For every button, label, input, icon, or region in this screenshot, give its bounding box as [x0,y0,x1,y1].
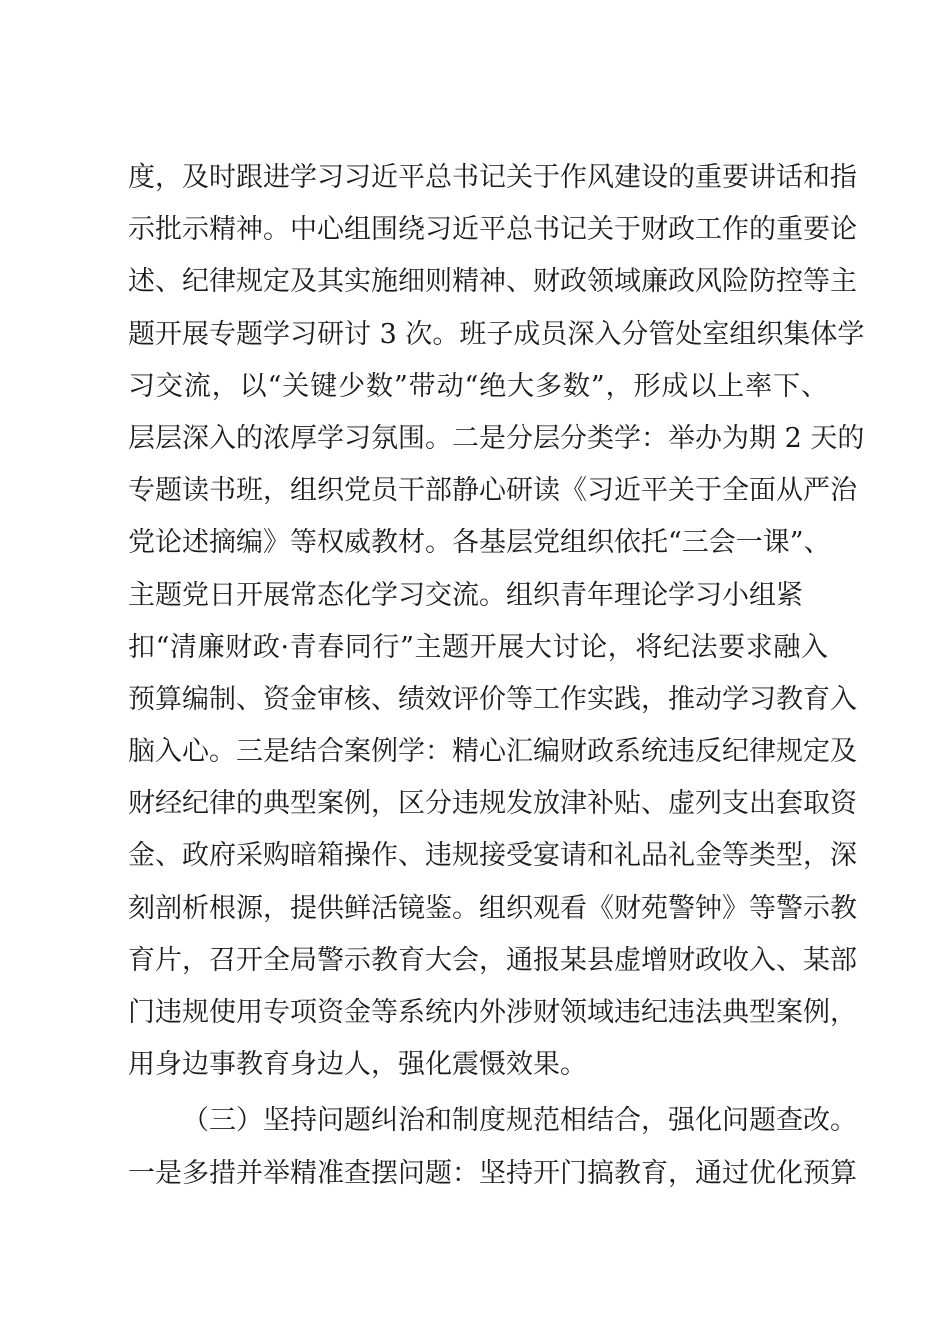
text-line: 门违规使用专项资金等系统内外涉财领域违纪违法典型案例， [128,997,857,1028]
text-line: 主题党日开展常态化学习交流。组织青年理论学习小组紧 [128,579,803,611]
text-line: 度，及时跟进学习习近平总书记关于作风建设的重要讲话和指 [128,162,857,193]
section-heading: （三）坚持问题纠治和制度规范相结合，强化问题查改。 [182,1105,857,1137]
text-line: 述、纪律规定及其实施细则精神、财政领域廉政风险防控等主 [128,266,857,298]
text-line: 财经纪律的典型案例，区分违规发放津补贴、虚列支出套取资 [128,788,857,820]
text-line: 题开展专题学习研讨 3 次。班子成员深入分管处室组织集体学 [128,318,865,350]
text-line: 党论述摘编》等权威教材。各基层党组织依托“三会一课”、 [128,527,831,559]
text-line: 一是多措并举精准查摆问题：坚持开门搞教育，通过优化预算 [128,1157,857,1189]
text-line: 扣“清廉财政·青春同行”主题开展大讨论，将纪法要求融入 [128,631,828,663]
paragraph-end-line: 用身边事教育身边人，强化震慑效果。 [128,1049,587,1081]
text-line: 示批示精神。中心组围绕习近平总书记关于财政工作的重要论 [128,214,857,246]
text-line: 预算编制、资金审核、绩效评价等工作实践，推动学习教育入 [128,683,857,715]
text-line: 金、政府采购暗箱操作、违规接受宴请和礼品礼金等类型，深 [128,840,857,872]
text-line: 脑入心。三是结合案例学：精心汇编财政系统违反纪律规定及 [128,736,857,768]
text-line: 刻剖析根源，提供鲜活镜鉴。组织观看《财苑警钟》等警示教 [128,892,857,924]
text-line: 习交流，以“关键少数”带动“绝大多数”，形成以上率下、 [128,370,828,402]
text-line: 层层深入的浓厚学习氛围。二是分层分类学：举办为期 2 天的 [128,422,865,454]
text-line: 育片，召开全局警示教育大会，通报某县虚增财政收入、某部 [128,944,857,976]
body-text [128,152,865,1200]
text-line: 专题读书班，组织党员干部静心研读《习近平关于全面从严治 [128,475,857,507]
